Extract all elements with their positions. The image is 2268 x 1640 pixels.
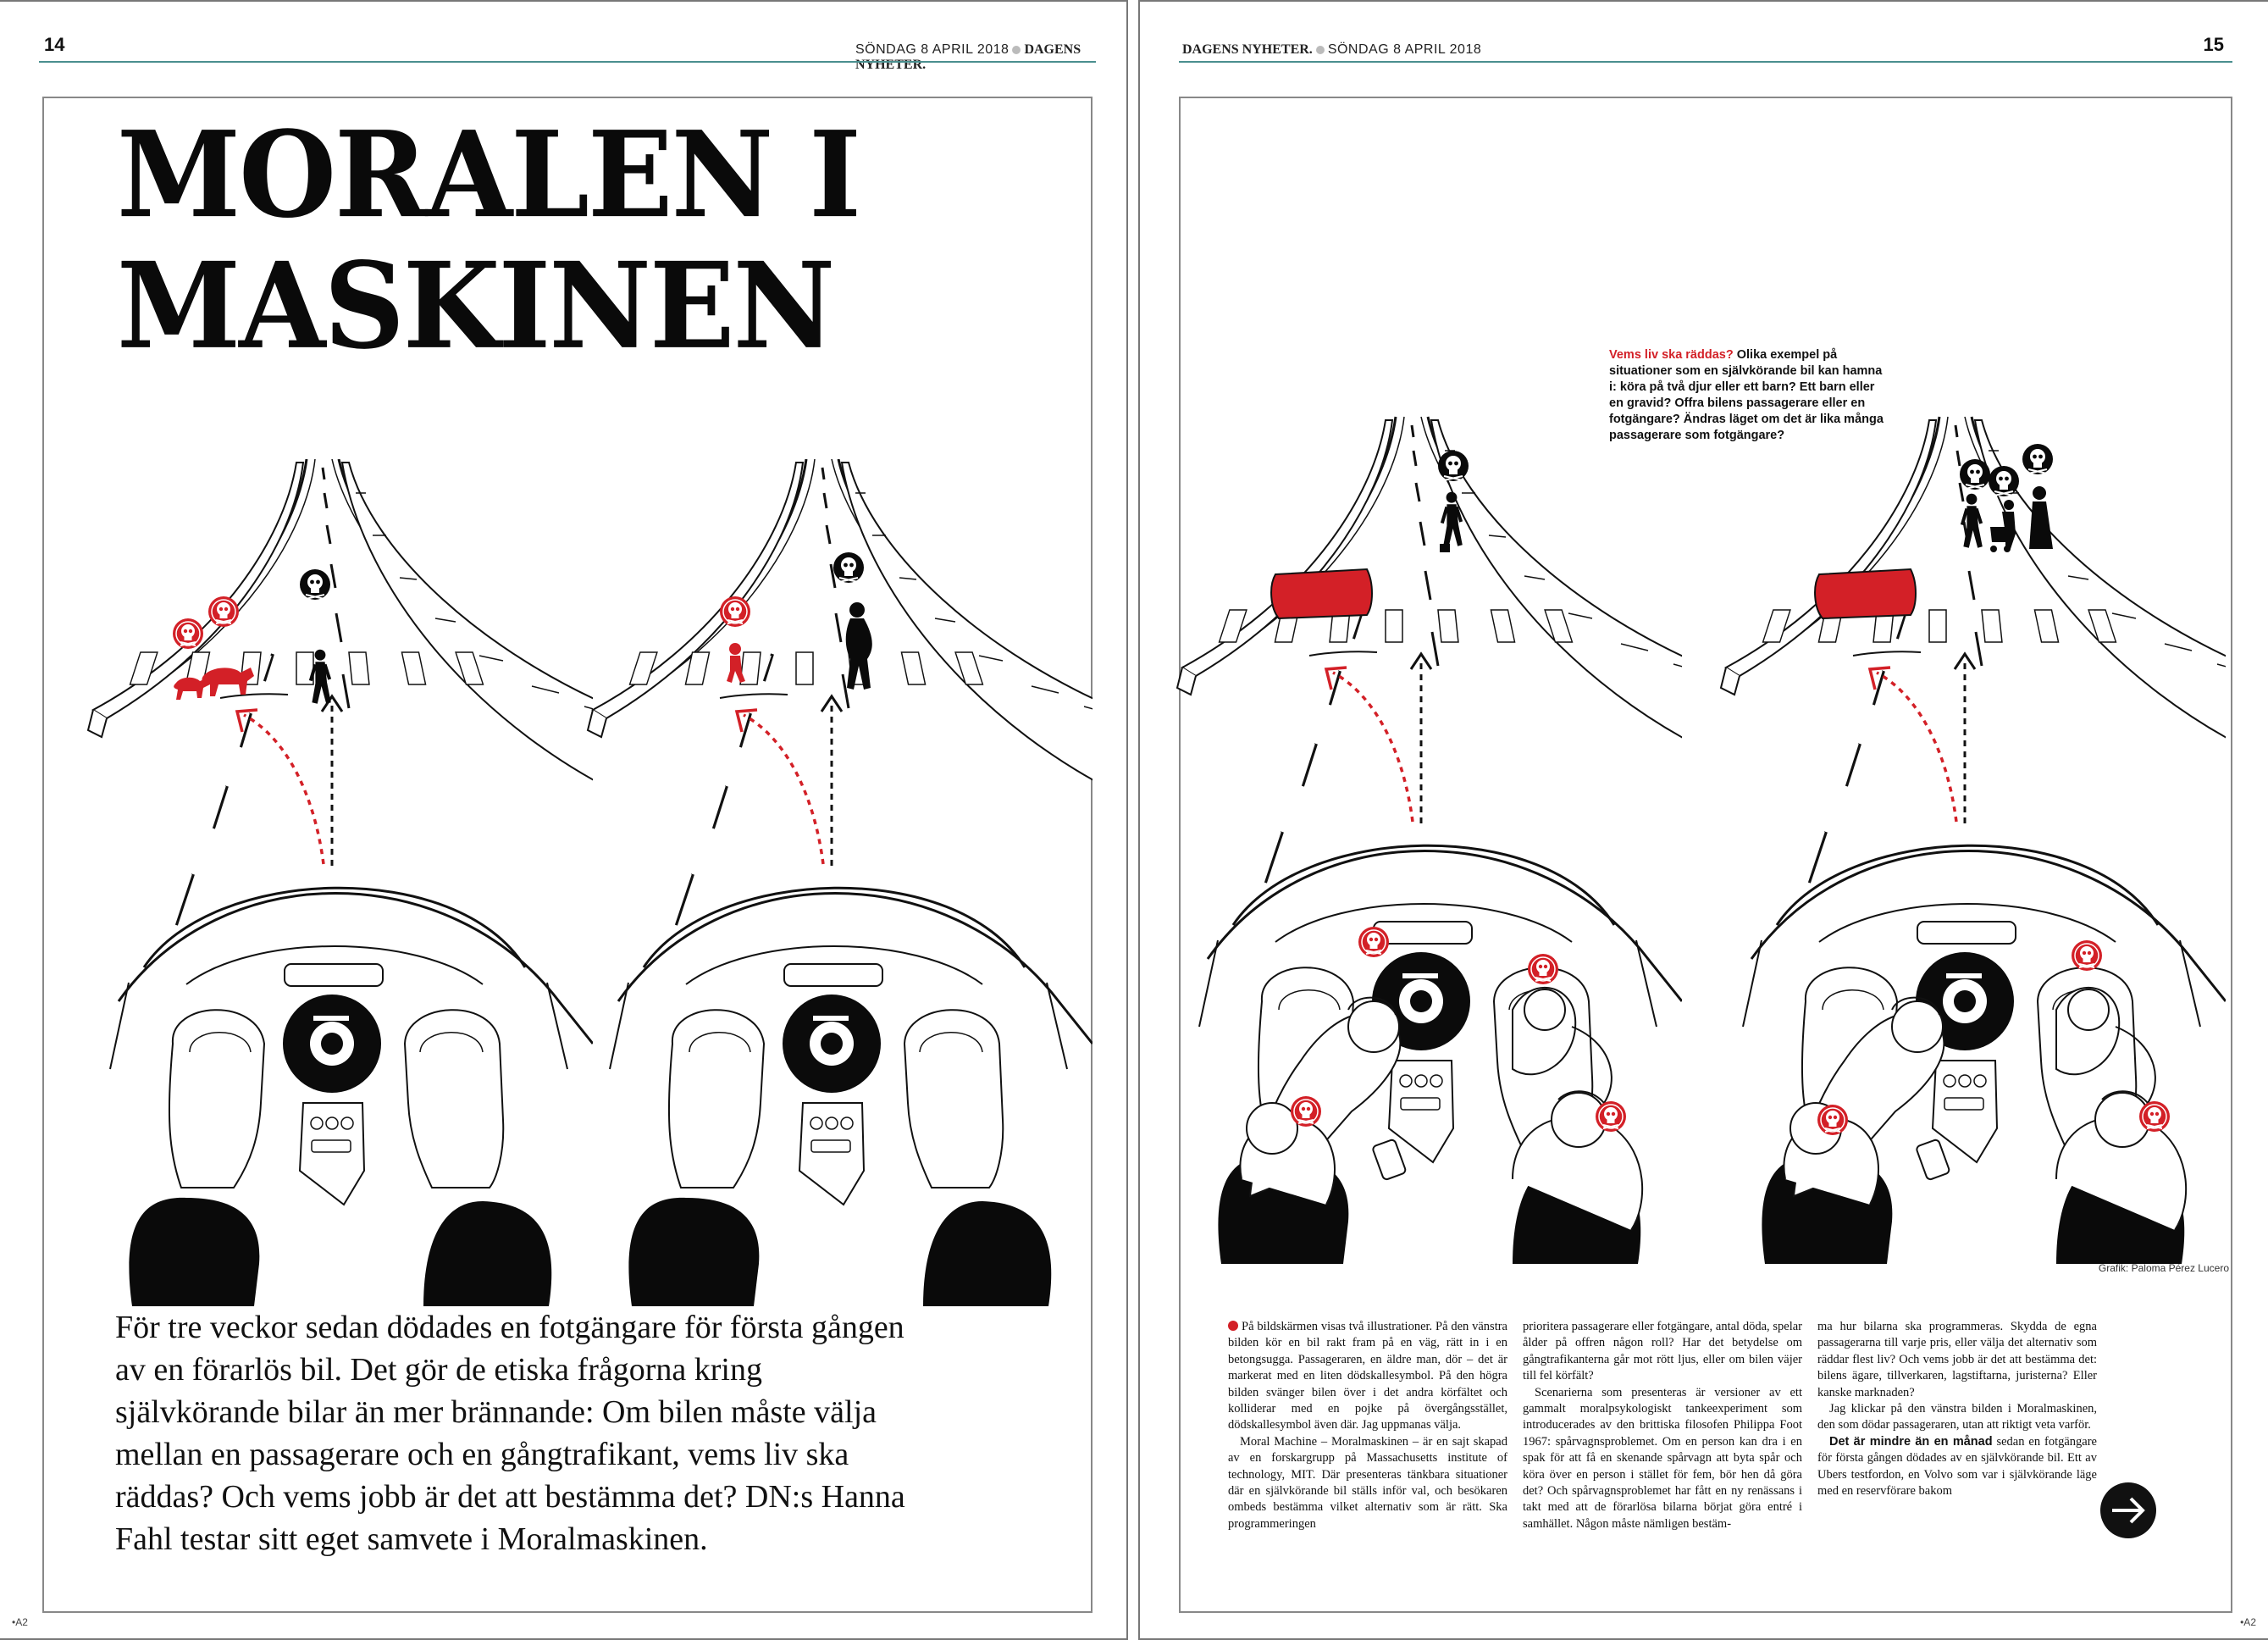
paper-name: DAGENS NYHETER. xyxy=(1182,42,1313,57)
intro-text: För tre veckor sedan dödades en fotgängare för första gången av en förarlös bil. Det gör de etiska frågorna kring självkörande bilar än mer brännande: Om bilen måste välja mellan en passagerare och en gångtrafikant, vems liv ska räddas? Och vems jobb är det att bestämma det? DN:s Hanna Fahl testar sitt eget samvete i Moralmaskinen. xyxy=(115,1310,905,1557)
column2-paragraph-1: prioritera passagerare eller fotgängare, antal döda, spelar ålder på offren någon roll? Har det betydelse om gångtrafikanterna går mot rött ljus, eller om bilen väjer till fel körfält? xyxy=(1523,1320,1802,1383)
top-rule xyxy=(1179,61,2232,63)
page-number-right: 15 xyxy=(2203,34,2224,55)
skull-icon xyxy=(2022,444,2053,474)
column3-paragraph-3: sedan en fotgängare för första gången dödades av en självkörande bil. Ett av Ubers testfordon, en Volvo som var i självkörande läge med en reservförare bakom xyxy=(1817,1434,2097,1499)
skull-icon xyxy=(173,618,203,649)
bullet-dot-icon xyxy=(1316,46,1325,54)
skull-icon xyxy=(2139,1101,2170,1132)
column2-paragraph-2: Scenarierna som presenteras är versioner av ett gammalt moralpsykologiskt tankeexperiment som introducerades av den brittiska filosofen Philippa Foot 1967: spårvagnsproblemet. Om en person kan dra i en spak för att få en skenande spårvagn att byta spår och köra över en person i stället för fem, bör hen då göra det? Och spårvagnsproblemet har fått en ny renässans i takt med att de förarlösa bilarna börjat göra entré i samhället. Någon måste nämligen bestäm- xyxy=(1523,1385,1802,1531)
article-column-2 xyxy=(1523,1319,1802,1532)
skull-icon xyxy=(300,569,330,600)
footer-mark-right: •A2 xyxy=(2240,1616,2256,1628)
illustration-animals-vs-pedestrian xyxy=(85,459,593,1306)
skull-icon xyxy=(1528,954,1558,984)
article-column-1 xyxy=(1228,1319,1507,1532)
left-page xyxy=(0,0,1128,1640)
skull-icon xyxy=(1291,1096,1321,1127)
bullet-dot-icon xyxy=(1228,1321,1238,1331)
column3-paragraph-1: ma hur bilarna ska programmeras. Skydda de egna passagerarna till varje pris, eller välja det alternativ som räddar flest liv? Och vems jobb är det att bestämma det: bilens ägare, tillverkaren, lagstiftarna, juristerna? Eller kanske marknaden? xyxy=(1817,1320,2097,1399)
illustration-passengers-vs-pedestrian xyxy=(1174,315,1682,1264)
illustration-child-vs-pregnant xyxy=(584,459,1093,1306)
headline-line-1: MORALEN I xyxy=(117,105,860,245)
column3-paragraph-2: Jag klickar på den vänstra bilden i Moralmaskinen, den som dödar passageraren, utan att riktigt veta varför. xyxy=(1817,1402,2097,1432)
skull-icon xyxy=(833,552,864,583)
caption-body: Olika exempel på situationer som en självkörande bil kan hamna i: köra på två djur eller ett barn? Ett barn eller en gravid? Offra bilens passagerare eller en fotgängare? Ändras läget om det är lika många passagerare som fotgängare? xyxy=(1609,348,1884,442)
skull-icon xyxy=(2072,940,2102,971)
headline xyxy=(117,105,860,376)
article-column-3 xyxy=(1817,1319,2097,1499)
footer-mark-left: •A2 xyxy=(12,1616,28,1628)
headline-line-2: MASKINEN xyxy=(117,236,834,376)
dateline-left xyxy=(855,42,1126,73)
skull-icon xyxy=(1358,927,1389,957)
illustration-passengers-vs-pedestrians xyxy=(1718,315,2226,1264)
page-number-left: 14 xyxy=(44,34,65,55)
skull-icon xyxy=(208,596,239,627)
skull-icon xyxy=(1960,459,1990,490)
top-rule xyxy=(39,61,1096,63)
column1-paragraph-1: På bildskärmen visas två illustrationer. På den vänstra bilden kör en bil rakt fram på en väg, rätt in i en betongsugga. Passageraren, en äldre man, dör – det är markerat med en liten dödskallesymbol. På den högra bilden svänger bilen över i det andra körfältet och kolliderar med en pojke på övergångsstället, dödskallesymbol även där. Jag uppmanas välja. xyxy=(1228,1320,1507,1432)
column1-paragraph-2: Moral Machine – Moralmaskinen – är en sajt skapad av en forskargrupp på Massachusetts institute of technology, MIT. Där presenteras tänkbara situationer där en självkörande bil ställs inför val, och besökaren ombeds bestämma vilket alternativ som är rätt. Ska programmeringen xyxy=(1228,1434,1507,1531)
bullet-dot-icon xyxy=(1012,46,1021,54)
graphic-credit: Grafik: Paloma Pérez Lucero xyxy=(2098,1262,2229,1274)
skull-icon xyxy=(1817,1105,1848,1135)
continue-arrow-button[interactable] xyxy=(2100,1482,2156,1538)
illustration-caption xyxy=(1609,347,1889,444)
skull-icon xyxy=(1596,1101,1626,1132)
paper-name: DAGENS NYHETER. xyxy=(855,42,1081,72)
dateline-text: SÖNDAG 8 APRIL 2018 xyxy=(855,42,1010,57)
right-page xyxy=(1138,0,2268,1640)
skull-icon xyxy=(1989,466,2019,496)
skull-icon xyxy=(1438,451,1469,481)
arrow-right-icon xyxy=(2100,1482,2156,1538)
dateline-right xyxy=(1182,42,1481,58)
column3-lead: Det är mindre än en månad xyxy=(1829,1434,1993,1449)
dateline-text: SÖNDAG 8 APRIL 2018 xyxy=(1327,42,1482,57)
skull-icon xyxy=(720,596,750,627)
caption-lead: Vems liv ska räddas? xyxy=(1609,348,1734,362)
